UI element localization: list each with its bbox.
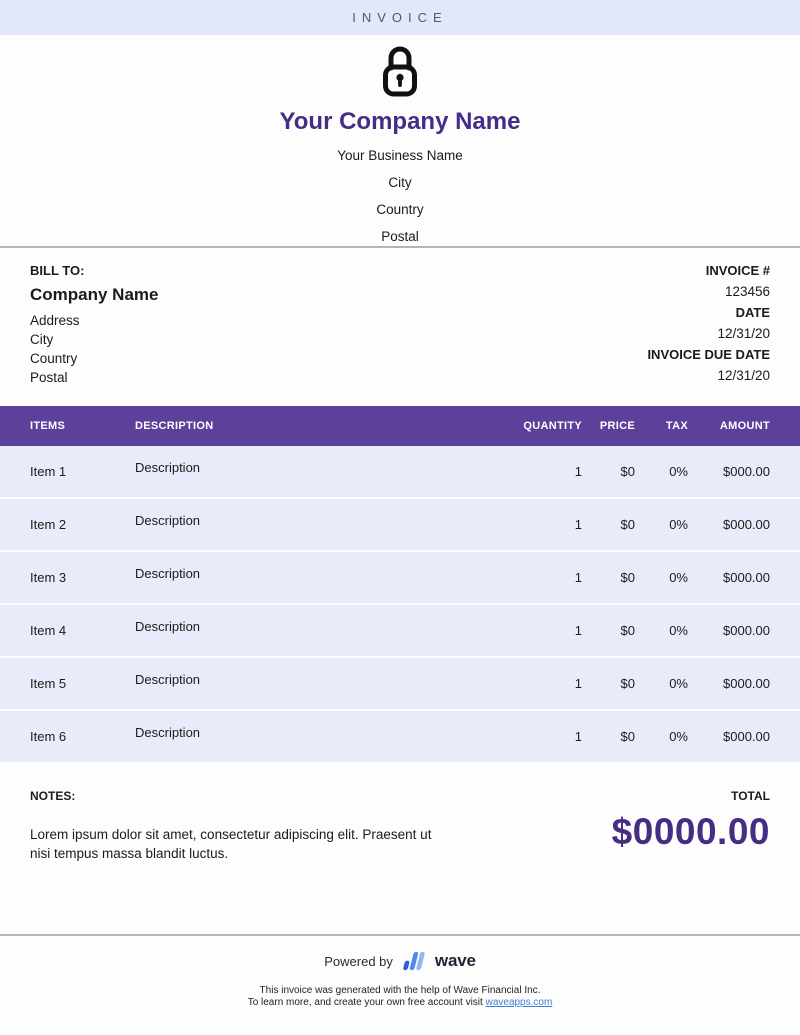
total-label: TOTAL — [731, 789, 770, 803]
billing-section — [0, 248, 800, 393]
company-business-name: Your Business Name — [337, 148, 463, 163]
invoice-meta-block — [647, 263, 770, 393]
description-cell: Description — [135, 513, 201, 528]
waveapps-link[interactable]: waveapps.com — [485, 997, 553, 1008]
total-amount: $0000.00 — [611, 811, 770, 852]
page-footer — [0, 934, 800, 1009]
price-cell: $0 — [620, 729, 635, 744]
item-cell: Item 3 — [30, 570, 67, 585]
tax-cell: 0% — [669, 570, 688, 585]
company-postal: Postal — [381, 229, 419, 244]
item-cell: Item 6 — [30, 729, 67, 744]
total-block — [612, 789, 770, 934]
summary-section — [0, 764, 800, 934]
tax-cell: 0% — [669, 517, 688, 532]
price-cell: $0 — [620, 623, 635, 638]
tax-cell: 0% — [669, 464, 688, 479]
wave-wordmark: wave — [434, 951, 476, 970]
header-tax: TAX — [665, 420, 688, 432]
bill-to-city: City — [30, 332, 54, 347]
notes-text: Lorem ipsum dolor sit amet, consectetur adipiscing elit. Praesent ut nisi tempus massa blandit luctus. — [30, 827, 432, 861]
quantity-cell: 1 — [574, 464, 582, 479]
price-cell: $0 — [620, 464, 635, 479]
invoice-number: 123456 — [724, 284, 770, 299]
quantity-cell: 1 — [574, 676, 582, 691]
footer-line1: This invoice was generated with the help of Wave Financial Inc. — [259, 985, 541, 996]
header-items: ITEMS — [30, 420, 66, 432]
company-header — [0, 35, 800, 248]
tax-cell: 0% — [669, 623, 688, 638]
item-cell: Item 5 — [30, 676, 67, 691]
invoice-date-label: DATE — [735, 305, 770, 320]
table-row — [0, 711, 800, 764]
quantity-cell: 1 — [574, 729, 582, 744]
company-country: Country — [376, 202, 424, 217]
quantity-cell: 1 — [574, 517, 582, 532]
item-cell: Item 4 — [30, 623, 67, 638]
invoice-due-date-label: INVOICE DUE DATE — [647, 347, 770, 362]
price-cell: $0 — [620, 517, 635, 532]
bill-to-company: Company Name — [30, 285, 159, 304]
company-city: City — [388, 175, 412, 190]
amount-cell: $000.00 — [723, 570, 770, 585]
header-price: PRICE — [599, 420, 635, 432]
bill-to-postal: Postal — [30, 370, 68, 385]
description-cell: Description — [135, 566, 201, 581]
description-cell: Description — [135, 460, 201, 475]
lock-icon — [375, 44, 425, 98]
table-row — [0, 552, 800, 605]
header-quantity: QUANTITY — [523, 420, 582, 432]
amount-cell: $000.00 — [723, 676, 770, 691]
tax-cell: 0% — [669, 729, 688, 744]
table-row — [0, 499, 800, 552]
invoice-table-header — [0, 406, 800, 446]
header-description: DESCRIPTION — [135, 420, 214, 432]
table-row — [0, 605, 800, 658]
wave-logo-icon — [400, 950, 428, 972]
company-name: Your Company Name — [279, 108, 521, 135]
invoice-number-label: INVOICE # — [705, 263, 770, 278]
invoice-banner — [0, 0, 800, 35]
footer-line2 — [0, 997, 800, 1009]
description-cell: Description — [135, 672, 201, 687]
bill-to-address: Address — [30, 313, 80, 328]
footer-line2-text: To learn more, and create your own free account visit — [247, 997, 486, 1008]
notes-label: NOTES: — [30, 789, 76, 803]
invoice-due-date: 12/31/20 — [717, 368, 770, 383]
amount-cell: $000.00 — [723, 729, 770, 744]
amount-cell: $000.00 — [723, 517, 770, 532]
header-amount: AMOUNT — [719, 420, 770, 432]
powered-by-row — [0, 950, 800, 972]
powered-by-label: Powered by — [324, 953, 393, 969]
bill-to-country: Country — [30, 351, 78, 366]
description-cell: Description — [135, 725, 201, 740]
amount-cell: $000.00 — [723, 623, 770, 638]
invoice-date: 12/31/20 — [717, 326, 770, 341]
amount-cell: $000.00 — [723, 464, 770, 479]
quantity-cell: 1 — [574, 623, 582, 638]
invoice-table-body — [0, 446, 800, 764]
price-cell: $0 — [620, 570, 635, 585]
invoice-table — [0, 406, 800, 764]
description-cell: Description — [135, 619, 201, 634]
quantity-cell: 1 — [574, 570, 582, 585]
table-row — [0, 658, 800, 711]
table-row — [0, 446, 800, 499]
footer-small-print — [0, 985, 800, 1009]
invoice-banner-title: INVOICE — [352, 10, 448, 25]
item-cell: Item 2 — [30, 517, 67, 532]
bill-to-label: BILL TO: — [30, 263, 85, 278]
price-cell: $0 — [620, 676, 635, 691]
notes-block — [30, 789, 450, 934]
tax-cell: 0% — [669, 676, 688, 691]
bill-to-block — [30, 263, 158, 393]
item-cell: Item 1 — [30, 464, 67, 479]
